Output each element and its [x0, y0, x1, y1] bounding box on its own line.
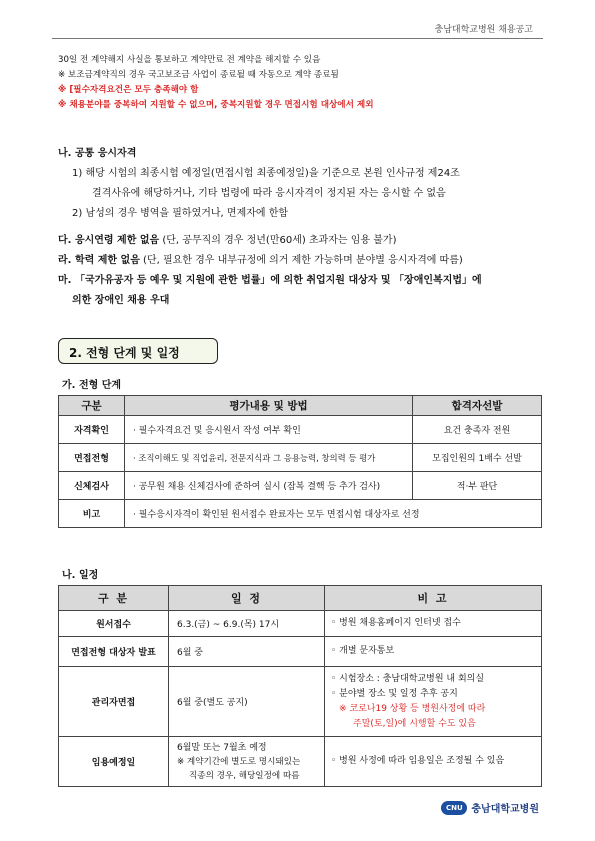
rule-age: 다. 응시연령 제한 없음 (단, 공무직의 경우 정년(만60세) 초과자는 임용 불가)	[58, 235, 397, 246]
table-row: 원서접수 6.3.(금) ~ 6.9.(목) 17시 ◦ 병원 채용홈페이지 인터넷 접수	[59, 611, 542, 637]
header-cell: 평가내용 및 방법	[125, 396, 413, 416]
logo-mark-icon: CNU	[441, 801, 467, 815]
common-item-1b: 결격사유에 해당하거나, 기타 법령에 따라 응시자격이 정지된 자는 응시할 수 없음	[92, 188, 446, 199]
header-title: 충남대학교병원 채용공고	[434, 25, 533, 35]
hospital-logo	[441, 800, 539, 815]
rules	[58, 231, 543, 311]
header-cell: 구분	[59, 396, 125, 416]
note-contract: 30일 전 계약해지 사실을 통보하고 계약만료 전 계약을 해지할 수 있음	[58, 55, 321, 65]
section-title: 2. 전형 단계 및 일정	[69, 346, 180, 360]
rule-education: 라. 학력 제한 없음 (단, 필요한 경우 내부규정에 의거 제한 가능하며 분야별 응시자격에 따름)	[58, 255, 463, 266]
common-item-2: 2) 남성의 경우 병역을 필하였거나, 면제자에 한함	[72, 208, 289, 219]
rule-preference-a: 마. 「국가유공자 등 예우 및 지원에 관한 법률」에 의한 취업지원 대상자 및 「장애인복지법」에	[58, 275, 482, 286]
common-title: 나. 공통 응시자격	[58, 148, 137, 159]
common-qualification	[58, 144, 543, 224]
table-row: 비고 · 필수응시자격이 확인된 원서접수 완료자는 모두 면접시험 대상자로 선정	[59, 500, 542, 528]
logo-text: 충남대학교병원	[471, 804, 539, 815]
schedule-table	[58, 585, 542, 787]
stages-table	[58, 395, 542, 528]
header-cell: 구 분	[59, 586, 169, 611]
table-row: 면접전형 · 조직이해도 및 직업윤리, 전문지식과 그 응용능력, 창의력 등 평가 모집인원의 1배수 선발	[59, 444, 542, 472]
note-subsidy: ※ 보조금계약직의 경우 국고보조금 사업이 종료될 때 자동으로 계약 종료됨	[58, 70, 339, 80]
section-heading-box	[58, 338, 218, 364]
top-notes	[58, 53, 543, 113]
header-divider	[52, 38, 543, 39]
header-cell: 합격자선발	[413, 396, 542, 416]
note-required: ※ [필수자격요건은 모두 충족해야 함	[58, 85, 199, 95]
table-row: 관리자면접 6월 중(별도 공지) ◦ 시험장소 : 충남대학교병원 내 회의실 ◦ 분야별 장소 및 일정 추후 공지 ※ 코로나19 상황 등 병원사정에 따라 주말(토,일)에 시행할 수도 있음	[59, 667, 542, 737]
header-cell: 일 정	[169, 586, 325, 611]
table-header	[59, 396, 542, 416]
common-item-1a: 1) 해당 시험의 최종시험 예정일(면접시험 최종예정일)을 기준으로 본원 인사규정 제24조	[72, 168, 460, 179]
table-row: 임용예정일 6월말 또는 7월초 예정 ※ 계약기간에 별도로 명시돼있는 직종의 경우, 해당일정에 따름 ◦ 병원 사정에 따라 임용일은 조정될 수 있음	[59, 737, 542, 787]
stages-title: 가. 전형 단계	[62, 380, 122, 391]
table-row: 면접전형 대상자 발표 6월 중 ◦ 개별 문자통보	[59, 637, 542, 667]
rule-preference-b: 의한 장애인 채용 우대	[72, 295, 170, 306]
table-header	[59, 586, 542, 611]
table-row: 자격확인 · 필수자격요건 및 응시원서 작성 여부 확인 요건 충족자 전원	[59, 416, 542, 444]
table-row: 신체검사 · 공무원 채용 신체검사에 준하여 실시 (잠복 결핵 등 추가 검사) 적·부 판단	[59, 472, 542, 500]
note-duplicate: ※ 채용분야를 중복하여 지원할 수 없으며, 중복지원할 경우 면접시험 대상에서 제외	[58, 100, 374, 110]
schedule-title: 나. 일정	[62, 570, 99, 581]
header-cell: 비 고	[325, 586, 542, 611]
